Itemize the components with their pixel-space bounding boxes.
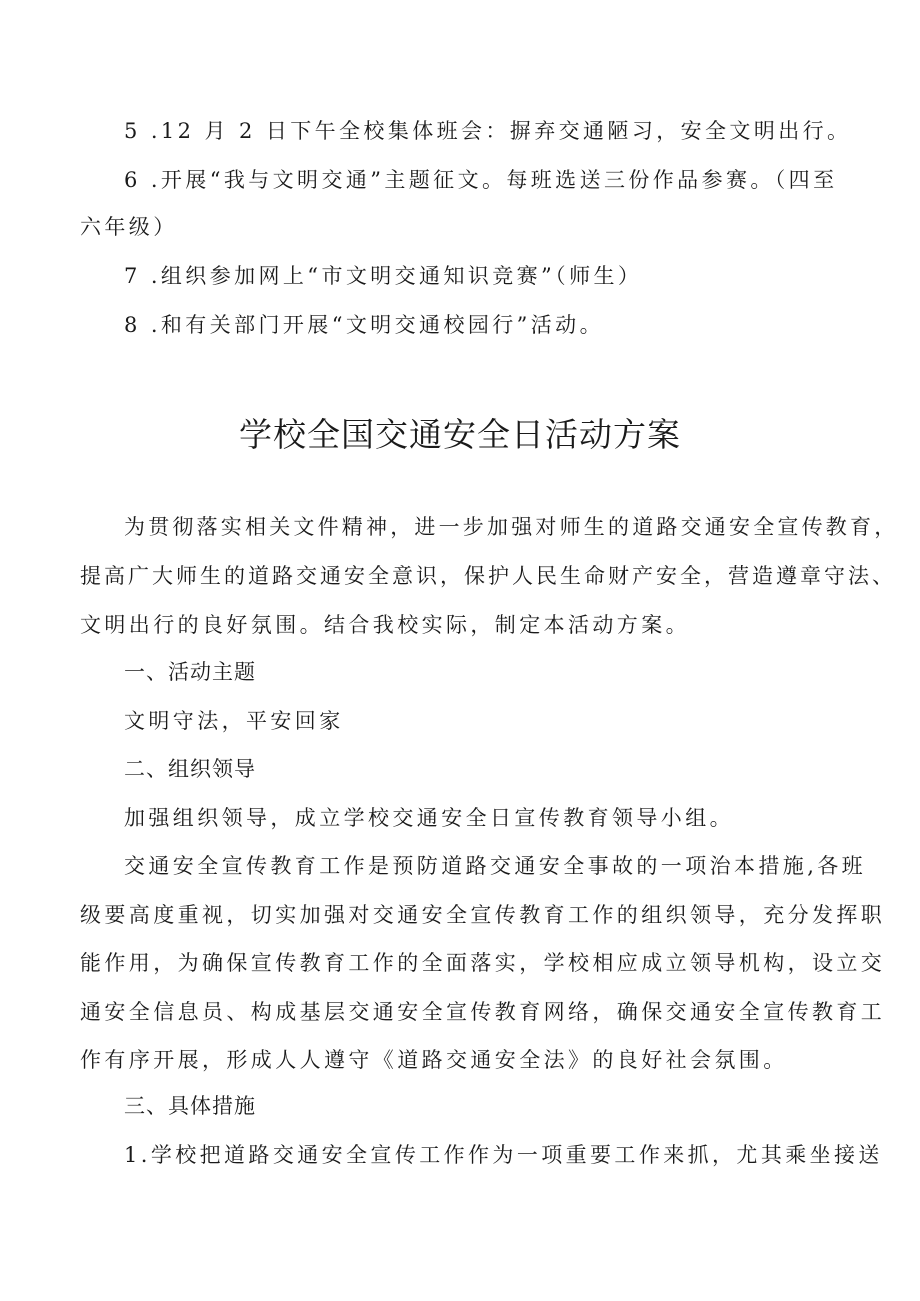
intro-line-1: 为贯彻落实相关文件精神，进一步加强对师生的道路交通安全宣传教育， [124,515,899,539]
section-2-body-2-line-4: 通安全信息员、构成基层交通安全宣传教育网络，确保交通安全宣传教育工 [80,1000,886,1024]
intro-line-2: 提高广大师生的道路交通安全意识，保护人民生命财产安全，营造遵章守法、 [80,564,896,588]
section-2-body-2-line-2: 级要高度重视，切实加强对交通安全宣传教育工作的组织领导，充分发挥职 [80,903,886,927]
list-item-6-line-1: 6 .开展“我与文明交通”主题征文。每班选送三份作品参赛。（四至 [124,168,838,192]
section-1-heading: 一、活动主题 [124,660,256,684]
intro-line-3: 文明出行的良好氛围。结合我校实际，制定本活动方案。 [80,613,690,637]
section-2-heading: 二、组织领导 [124,757,256,781]
list-item-7: 7 .组织参加网上“市文明交通知识竞赛”（师生） [124,264,643,288]
section-2-body-2-line-1: 交通安全宣传教育工作是预防道路交通安全事故的一项治本措施,各班 [124,854,867,878]
list-item-6-line-2: 六年级） [80,215,178,239]
section-3-item-1: 1.学校把道路交通安全宣传工作作为一项重要工作来抓，尤其乘坐接送 [124,1143,883,1167]
list-item-5: 5 .12 月 2 日下午全校集体班会：摒弃交通陋习，安全文明出行。 [124,119,852,143]
document-title: 学校全国交通安全日活动方案 [239,415,681,454]
section-2-body-1: 加强组织领导，成立学校交通安全日宣传教育领导小组。 [124,806,734,830]
section-2-body-2-line-3: 能作用，为确保宣传教育工作的全面落实，学校相应成立领导机构，设立交 [80,951,886,975]
section-3-heading: 三、具体措施 [124,1094,256,1118]
list-item-8: 8 .和有关部门开展“文明交通校园行”活动。 [124,313,604,337]
section-2-body-2-line-5: 作有序开展，形成人人遵守《道路交通安全法》的良好社会氛围。 [80,1048,788,1072]
section-1-body: 文明守法，平安回家 [124,709,344,733]
